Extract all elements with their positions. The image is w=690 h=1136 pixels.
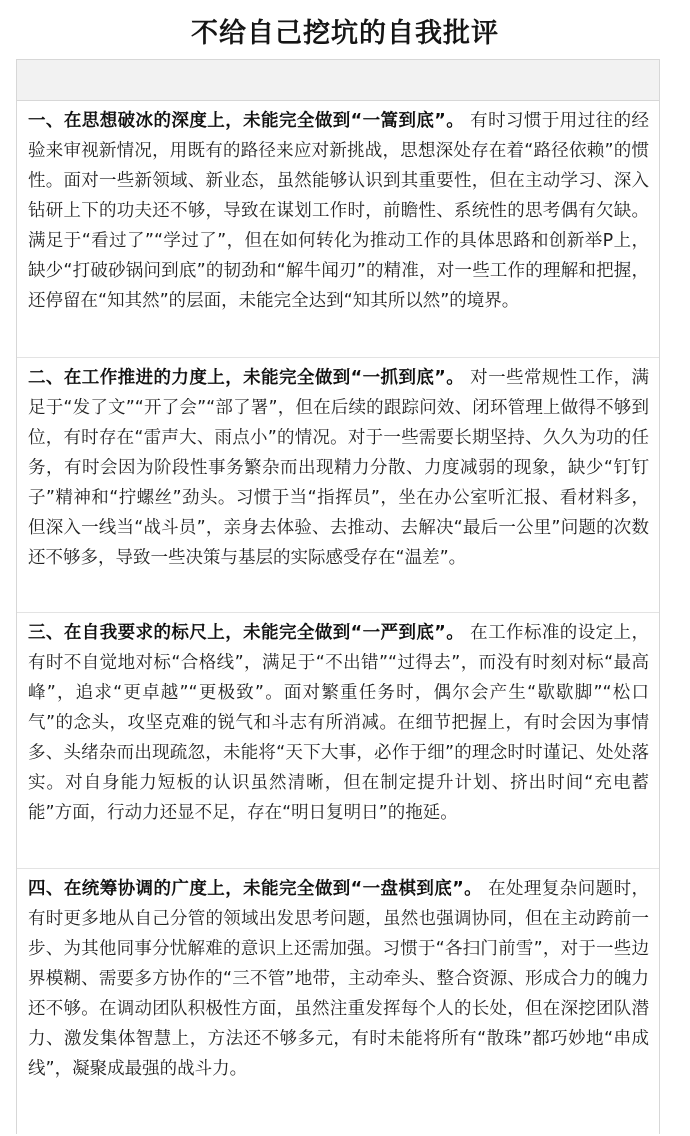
section-3 [17,613,659,869]
section-1-heading: 一、在思想破冰的深度上，未能完全做到“一篙到底”。 [28,111,465,131]
section-3-body: 在工作标准的设定上，有时不自觉地对标“合格线”，满足于“不出错”“过得去”，而没有时刻对标“最高峰”，追求“更卓越”“更极致”。面对繁重任务时，偶尔会产生“歇歇脚”“松口气”的念头，攻坚克难的锐气和斗志有所消减。在细节把握上，有时会因为事情多、头绪杂而出现疏忽，未能将“天下大事，必作于细”的理念时时谨记、处处落实。对自身能力短板的认识虽然清晰，但在制定提升计划、挤出时间“充电蓄能”方面，行动力还显不足，存在“明日复明日”的拖延。 [28,623,649,823]
section-4-heading: 四、在统筹协调的广度上，未能完全做到“一盘棋到底”。 [28,879,483,899]
critique-table [16,59,660,1134]
page-title: 不给自己挖坑的自我批评 [191,18,499,49]
table-header-row [17,60,659,101]
section-1-body: 有时习惯于用过往的经验来审视新情况，用既有的路径来应对新挑战，思想深处存在着“路径依赖”的惯性。面对一些新领域、新业态，虽然能够认识到其重要性，但在主动学习、深入钻研上下的功夫还不够，导致在谋划工作时，前瞻性、系统性的思考偶有欠缺。满足于“看过了”“学过了”，但在如何转化为推动工作的具体思路和创新举P上，缺少“打破砂锅问到底”的韧劲和“解牛闻刃”的精准，对一些工作的理解和把握，还停留在“知其然”的层面，未能完全达到“知其所以然”的境界。 [28,111,649,311]
section-4-body: 在处理复杂问题时，有时更多地从自己分管的领域出发思考问题，虽然也强调协同，但在主动跨前一步、为其他同事分忧解难的意识上还需加强。习惯于“各扫门前雪”，对于一些边界模糊、需要多方协作的“三不管”地带，主动牵头、整合资源、形成合力的魄力还不够。在调动团队积极性方面，虽然注重发挥每个人的长处，但在深挖团队潜力、激发集体智慧上，方法还不够多元，有时未能将所有“散珠”都巧妙地“串成线”，凝聚成最强的战斗力。 [28,879,649,1079]
section-1 [17,101,659,358]
section-2-body: 对一些常规性工作，满足于“发了文”“开了会”“部了署”，但在后续的跟踪问效、闭环管理上做得不够到位，有时存在“雷声大、雨点小”的情况。对于一些需要长期坚持、久久为功的任务，有时会因为阶段性事务繁杂而出现精力分散、力度减弱的现象，缺少“钉钉子”精神和“拧螺丝”劲头。习惯于当“指挥员”，坐在办公室听汇报、看材料多，但深入一线当“战斗员”，亲身去体验、去推动、去解决“最后一公里”问题的次数还不够多，导致一些决策与基层的实际感受存在“温差”。 [28,368,649,568]
section-4 [17,869,659,1134]
section-2-heading: 二、在工作推进的力度上，未能完全做到“一抓到底”。 [28,368,465,388]
section-3-heading: 三、在自我要求的标尺上，未能完全做到“一严到底”。 [28,623,465,643]
section-2 [17,358,659,613]
